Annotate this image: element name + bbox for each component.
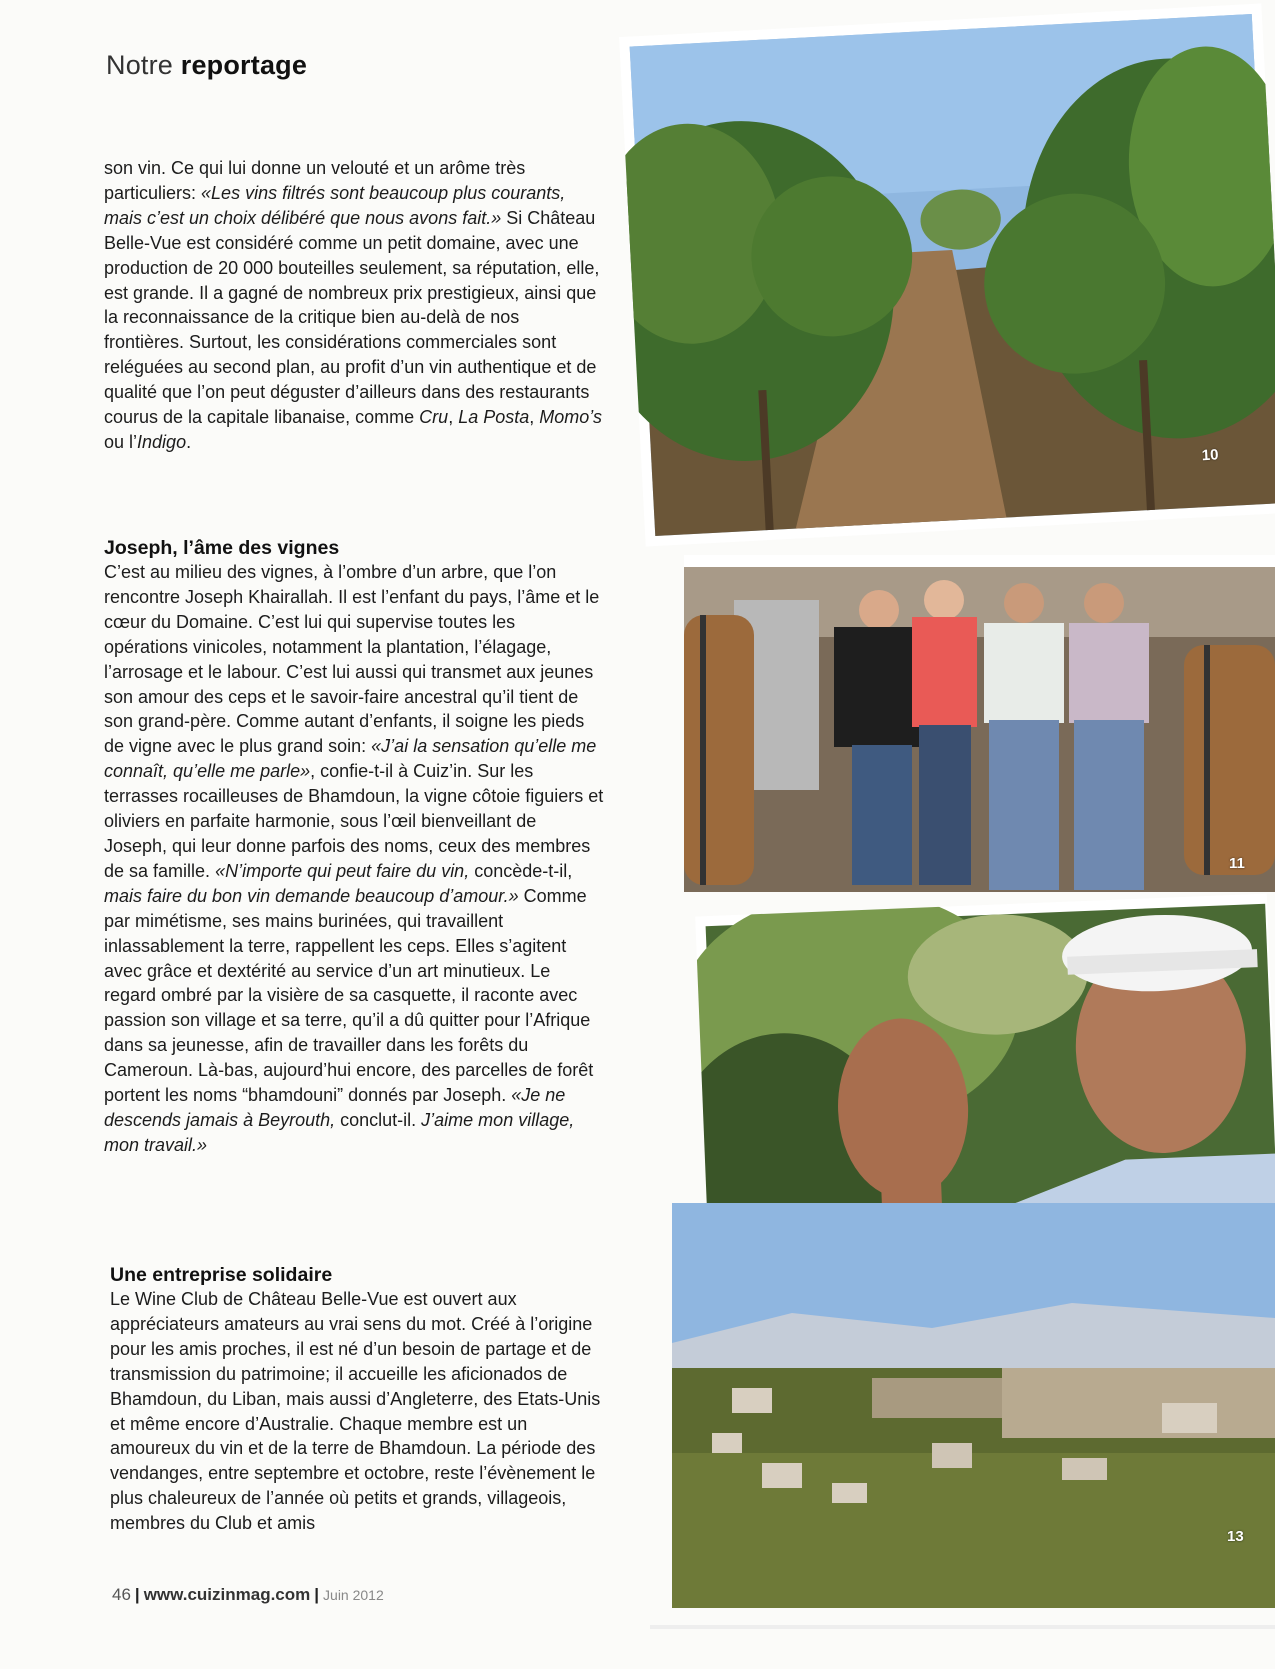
cellar-illustration (684, 555, 1275, 892)
footer-date: Juin 2012 (323, 1587, 384, 1603)
joseph-paragraph (104, 560, 604, 1158)
separator: , (448, 407, 459, 428)
restaurant-la-posta: La Posta (458, 407, 530, 428)
page-number: 46 (112, 1585, 131, 1604)
wine-cellar-group-photo (684, 555, 1275, 892)
joseph-text: C’est au milieu des vignes, à l’ombre d’un arbre, que l’on rencontre Joseph Khairallah. Il est l’enfant du pays, l’âme et le cœur du Domaine. C’est lui qui supervise toutes les opérations vinicoles, notamment la plantation, l’élagage, l’arrosage et le labour. C’est lui aussi qui transmet aux jeunes son amour des ceps et le savoir-faire ancestral qu’il tient de son grand-père. Comme autant d’enfants, il soigne les pieds de vigne avec le plus grand soin: (104, 562, 600, 757)
vineyard-illustration (619, 4, 1275, 547)
joseph-quote: J’aime mon village, mon travail.» (104, 1109, 575, 1155)
joseph-text: , confie-t-il à Cuiz’in. Sur les terrasses rocailleuses de Bhamdoun, la vigne côtoie figuiers et oliviers en parfaite harmonie, sous l’œil bienveillant de Joseph, qui leur donne parfois des noms, ceux des membres de sa famille. (104, 761, 604, 881)
header-light: Notre (106, 50, 174, 80)
restaurant-cru: Cru (419, 407, 449, 428)
joseph-text: Comme par mimétisme, ses mains burinées, qui travaillent inlassablement la terre, rappellent les ceps. Elles s’agitent avec grâce et dextérité au service d’un art minutieux. Le regard ombré par la visière de sa casquette, il raconte avec passion son village et sa terre, qu’il a dû quitter pour l’Afrique dans sa jeunesse, afin de travailler dans les forêts du Cameroun. Là-bas, aujourd’hui encore, des parcelles de forêt portent les noms “bhamdouni” donnés par Joseph. (104, 885, 594, 1106)
photo-number: 10 (1201, 446, 1219, 465)
separator: ou l’ (104, 431, 138, 452)
header-bold: reportage (180, 50, 308, 80)
joseph-quote: mais faire du bon vin demande beaucoup d’amour.» (104, 885, 519, 906)
section-header (106, 50, 307, 81)
landscape-illustration (672, 1203, 1275, 1608)
vineyard-photo (619, 4, 1275, 547)
intro-text-2: Si Château Belle-Vue est considéré comme un petit domaine, avec une production de 20 000 bouteilles seulement, sa réputation, elle, est grande. Il a gagné de nombreux prix prestigieux, ainsi que la reconnaissance de la critique bien au-delà de nos frontières. Surtout, les considérations commerciales sont reléguées au second plan, au profit d’un vin authentique et de qualité que l’on peut déguster d’ailleurs dans des restaurants courus de la capitale libanaise, comme (104, 207, 600, 428)
joseph-quote: «J’ai la sensation qu’elle me connaît, qu’elle me parle» (104, 736, 597, 782)
joseph-text: concède-t-il, (469, 860, 573, 881)
photo-number: 11 (1229, 855, 1245, 872)
club-section (104, 1263, 604, 1536)
intro-text: son vin. Ce qui lui donne un velouté et un arôme très particuliers: (104, 158, 526, 203)
intro-paragraph (104, 156, 604, 455)
footer-website: www.cuizinmag.com (143, 1585, 311, 1604)
page-footer (112, 1585, 384, 1605)
restaurant-indigo: Indigo (137, 431, 187, 452)
joseph-section (104, 536, 604, 1158)
club-heading: Une entreprise solidaire (110, 1264, 333, 1286)
joseph-quote: «N’importe qui peut faire du vin, (215, 860, 470, 881)
club-paragraph: Le Wine Club de Château Belle-Vue est ouvert aux appréciateurs amateurs au vrai sens du mot. Créé à l’origine pour les amis proches, il est né d’un besoin de partage et de transmission du patrimoine; il accueille les aficionados de Bhamdoun, du Liban, mais aussi d’Angleterre, des Etats-Unis et même encore d’Australie. Chaque membre est un amoureux du vin et de la terre de Bhamdoun. La période des vendanges, entre septembre et octobre, reste l’évènement le plus chaleureux de l’année où petits et grands, villageois, membres du Club et amis (110, 1289, 601, 1534)
footer-divider: | (134, 1585, 140, 1604)
joseph-text: conclut-il. (335, 1109, 422, 1130)
joseph-quote: «Je ne descends jamais à Beyrouth, (104, 1085, 566, 1130)
bottom-shadow (650, 1625, 1275, 1629)
photo-number: 13 (1227, 1528, 1244, 1545)
separator: , (529, 407, 540, 428)
joseph-heading: Joseph, l’âme des vignes (104, 537, 340, 559)
intro-quote: «Les vins filtrés sont beaucoup plus courants, mais c’est un choix délibéré que nous avons fait.» (104, 182, 566, 228)
village-landscape-photo (672, 1203, 1275, 1608)
restaurant-momos: Momo’s (539, 407, 602, 428)
separator: . (186, 431, 192, 452)
footer-divider: | (314, 1585, 320, 1604)
